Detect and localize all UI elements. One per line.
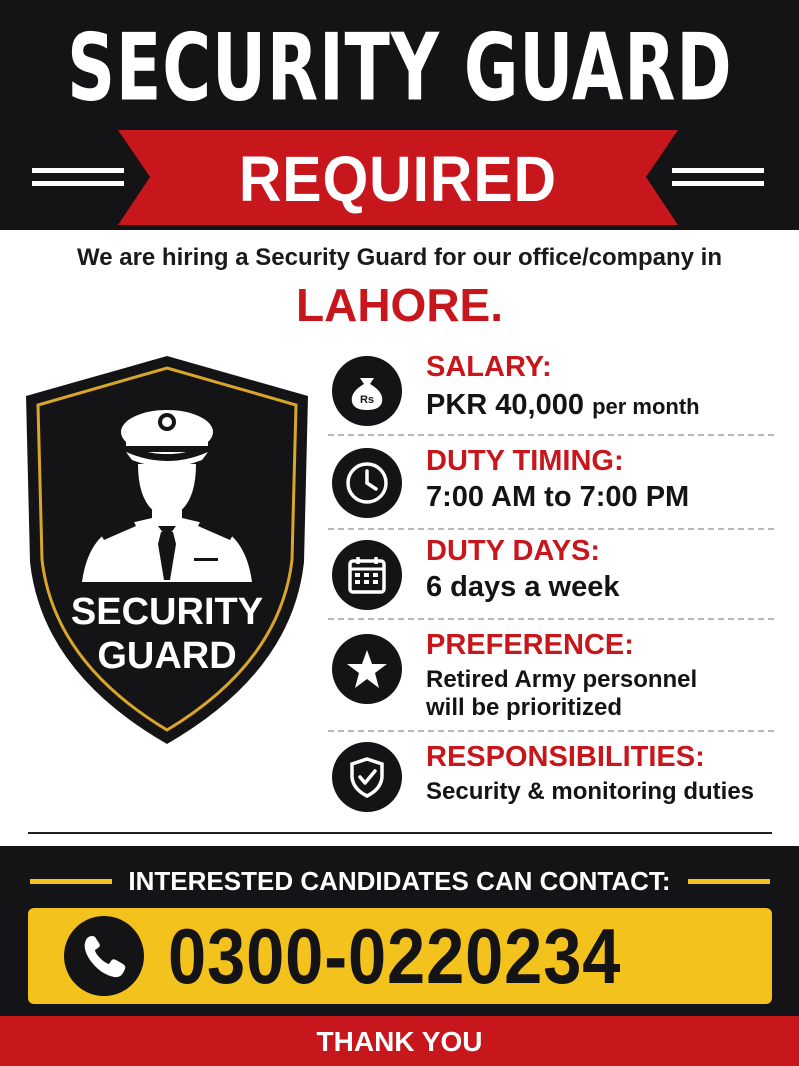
- decorative-lines-right: [672, 168, 764, 194]
- badge-text-line1: SECURITY: [70, 591, 264, 633]
- contact-section: [0, 846, 799, 1016]
- thank-you-text: THANK YOU: [316, 1026, 483, 1057]
- city-name: LAHORE.: [296, 279, 503, 331]
- star-icon: [332, 634, 402, 704]
- duty-days-row: [328, 530, 774, 620]
- svg-text:Rs: Rs: [359, 394, 375, 406]
- responsibilities-label: RESPONSIBILITIES:: [426, 741, 705, 773]
- poster-title: SECURITY GUARD: [66, 14, 733, 123]
- shield-badge-icon: [22, 352, 312, 748]
- contact-title: INTERESTED CANDIDATES CAN CONTACT:: [128, 866, 671, 896]
- salary-value: PKR 40,000 per month: [426, 389, 700, 421]
- duty-days-label: DUTY DAYS:: [426, 535, 601, 567]
- preference-value-line1: Retired Army personnel: [426, 666, 698, 693]
- duty-timing-row: [328, 436, 774, 530]
- preference-row: [328, 620, 774, 732]
- salary-label: SALARY:: [426, 351, 552, 383]
- phone-number-box[interactable]: [28, 908, 772, 1004]
- clock-icon: [332, 448, 402, 518]
- preference-value-line2: will be prioritized: [426, 694, 623, 721]
- section-divider: [28, 832, 772, 834]
- duty-timing-label: DUTY TIMING:: [426, 445, 624, 477]
- calendar-icon: [332, 540, 402, 610]
- responsibilities-row: [328, 732, 774, 814]
- required-label: REQUIRED: [238, 143, 558, 215]
- salary-row: [328, 346, 774, 436]
- hiring-intro-text: We are hiring a Security Guard for our office/company in: [76, 244, 723, 271]
- phone-number[interactable]: 0300-0220234: [168, 912, 622, 1000]
- phone-icon: [64, 916, 144, 996]
- duty-days-value: 6 days a week: [426, 571, 620, 603]
- duty-timing-value: 7:00 AM to 7:00 PM: [426, 481, 690, 513]
- header-banner: [0, 0, 799, 230]
- badge-text-line2: GUARD: [97, 635, 237, 677]
- money-bag-icon: [332, 356, 402, 426]
- security-guard-badge: [22, 352, 312, 748]
- salary-unit: per month: [592, 394, 700, 419]
- preference-label: PREFERENCE:: [426, 629, 634, 661]
- responsibilities-value: Security & monitoring duties: [426, 778, 755, 805]
- job-details-list: [328, 346, 774, 814]
- footer-banner: [0, 1016, 799, 1066]
- shield-check-icon: [332, 742, 402, 812]
- decorative-lines-left: [32, 168, 124, 194]
- required-ribbon: [118, 130, 678, 225]
